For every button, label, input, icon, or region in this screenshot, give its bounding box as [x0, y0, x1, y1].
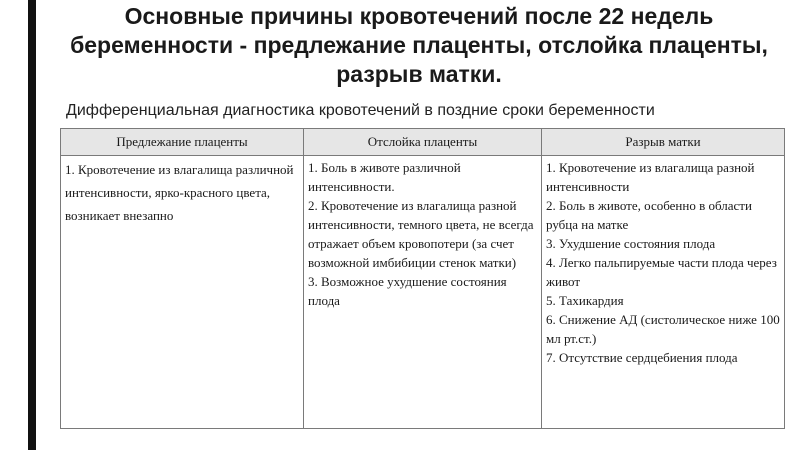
table-caption: Дифференциальная диагностика кровотечений в поздние сроки беременности: [66, 102, 655, 119]
table-row: [61, 156, 785, 429]
list-item: 6. Снижение АД (систолическое ниже 100 мл рт.ст.): [546, 312, 780, 346]
list-item: 7. Отсутствие сердцебиения плода: [546, 350, 738, 365]
list-item: 5. Тахикардия: [546, 293, 624, 308]
differential-diagnosis-table: [60, 128, 785, 429]
cell-placental-abruption: [304, 156, 542, 429]
list-item: 3. Ухудшение состояния плода: [546, 236, 716, 251]
list-item: 3. Возможное ухудшение состояния плода: [308, 274, 507, 308]
list-item: 4. Легко пальпируемые части плода через живот: [546, 255, 777, 289]
slide-title: Основные причины кровотечений после 22 недель беременности - предлежание плаценты, отслойка плаценты, разрыв матки.: [70, 3, 768, 87]
list-item: 2. Кровотечение из влагалища разной интенсивности, темного цвета, не всегда отражает объем кровопотери (за счет возможной имбибиции стенок матки): [308, 198, 534, 270]
list-item: 1. Боль в животе различной интенсивности.: [308, 160, 461, 194]
header-placental-abruption: Отслойка плаценты: [304, 129, 542, 156]
table-header-row: [61, 129, 785, 156]
header-uterine-rupture: Разрыв матки: [542, 129, 785, 156]
header-placenta-previa: Предлежание плаценты: [61, 129, 304, 156]
list-item: 1. Кровотечение из влагалища разной интенсивности: [546, 160, 755, 194]
list-item: 2. Боль в животе, особенно в области рубца на матке: [546, 198, 752, 232]
list-item: 1. Кровотечение из влагалища различной интенсивности, ярко-красного цвета, возникает внезапно: [65, 162, 294, 223]
cell-placenta-previa: [61, 156, 304, 429]
cell-uterine-rupture: [542, 156, 785, 429]
left-accent-bar: [28, 0, 36, 450]
